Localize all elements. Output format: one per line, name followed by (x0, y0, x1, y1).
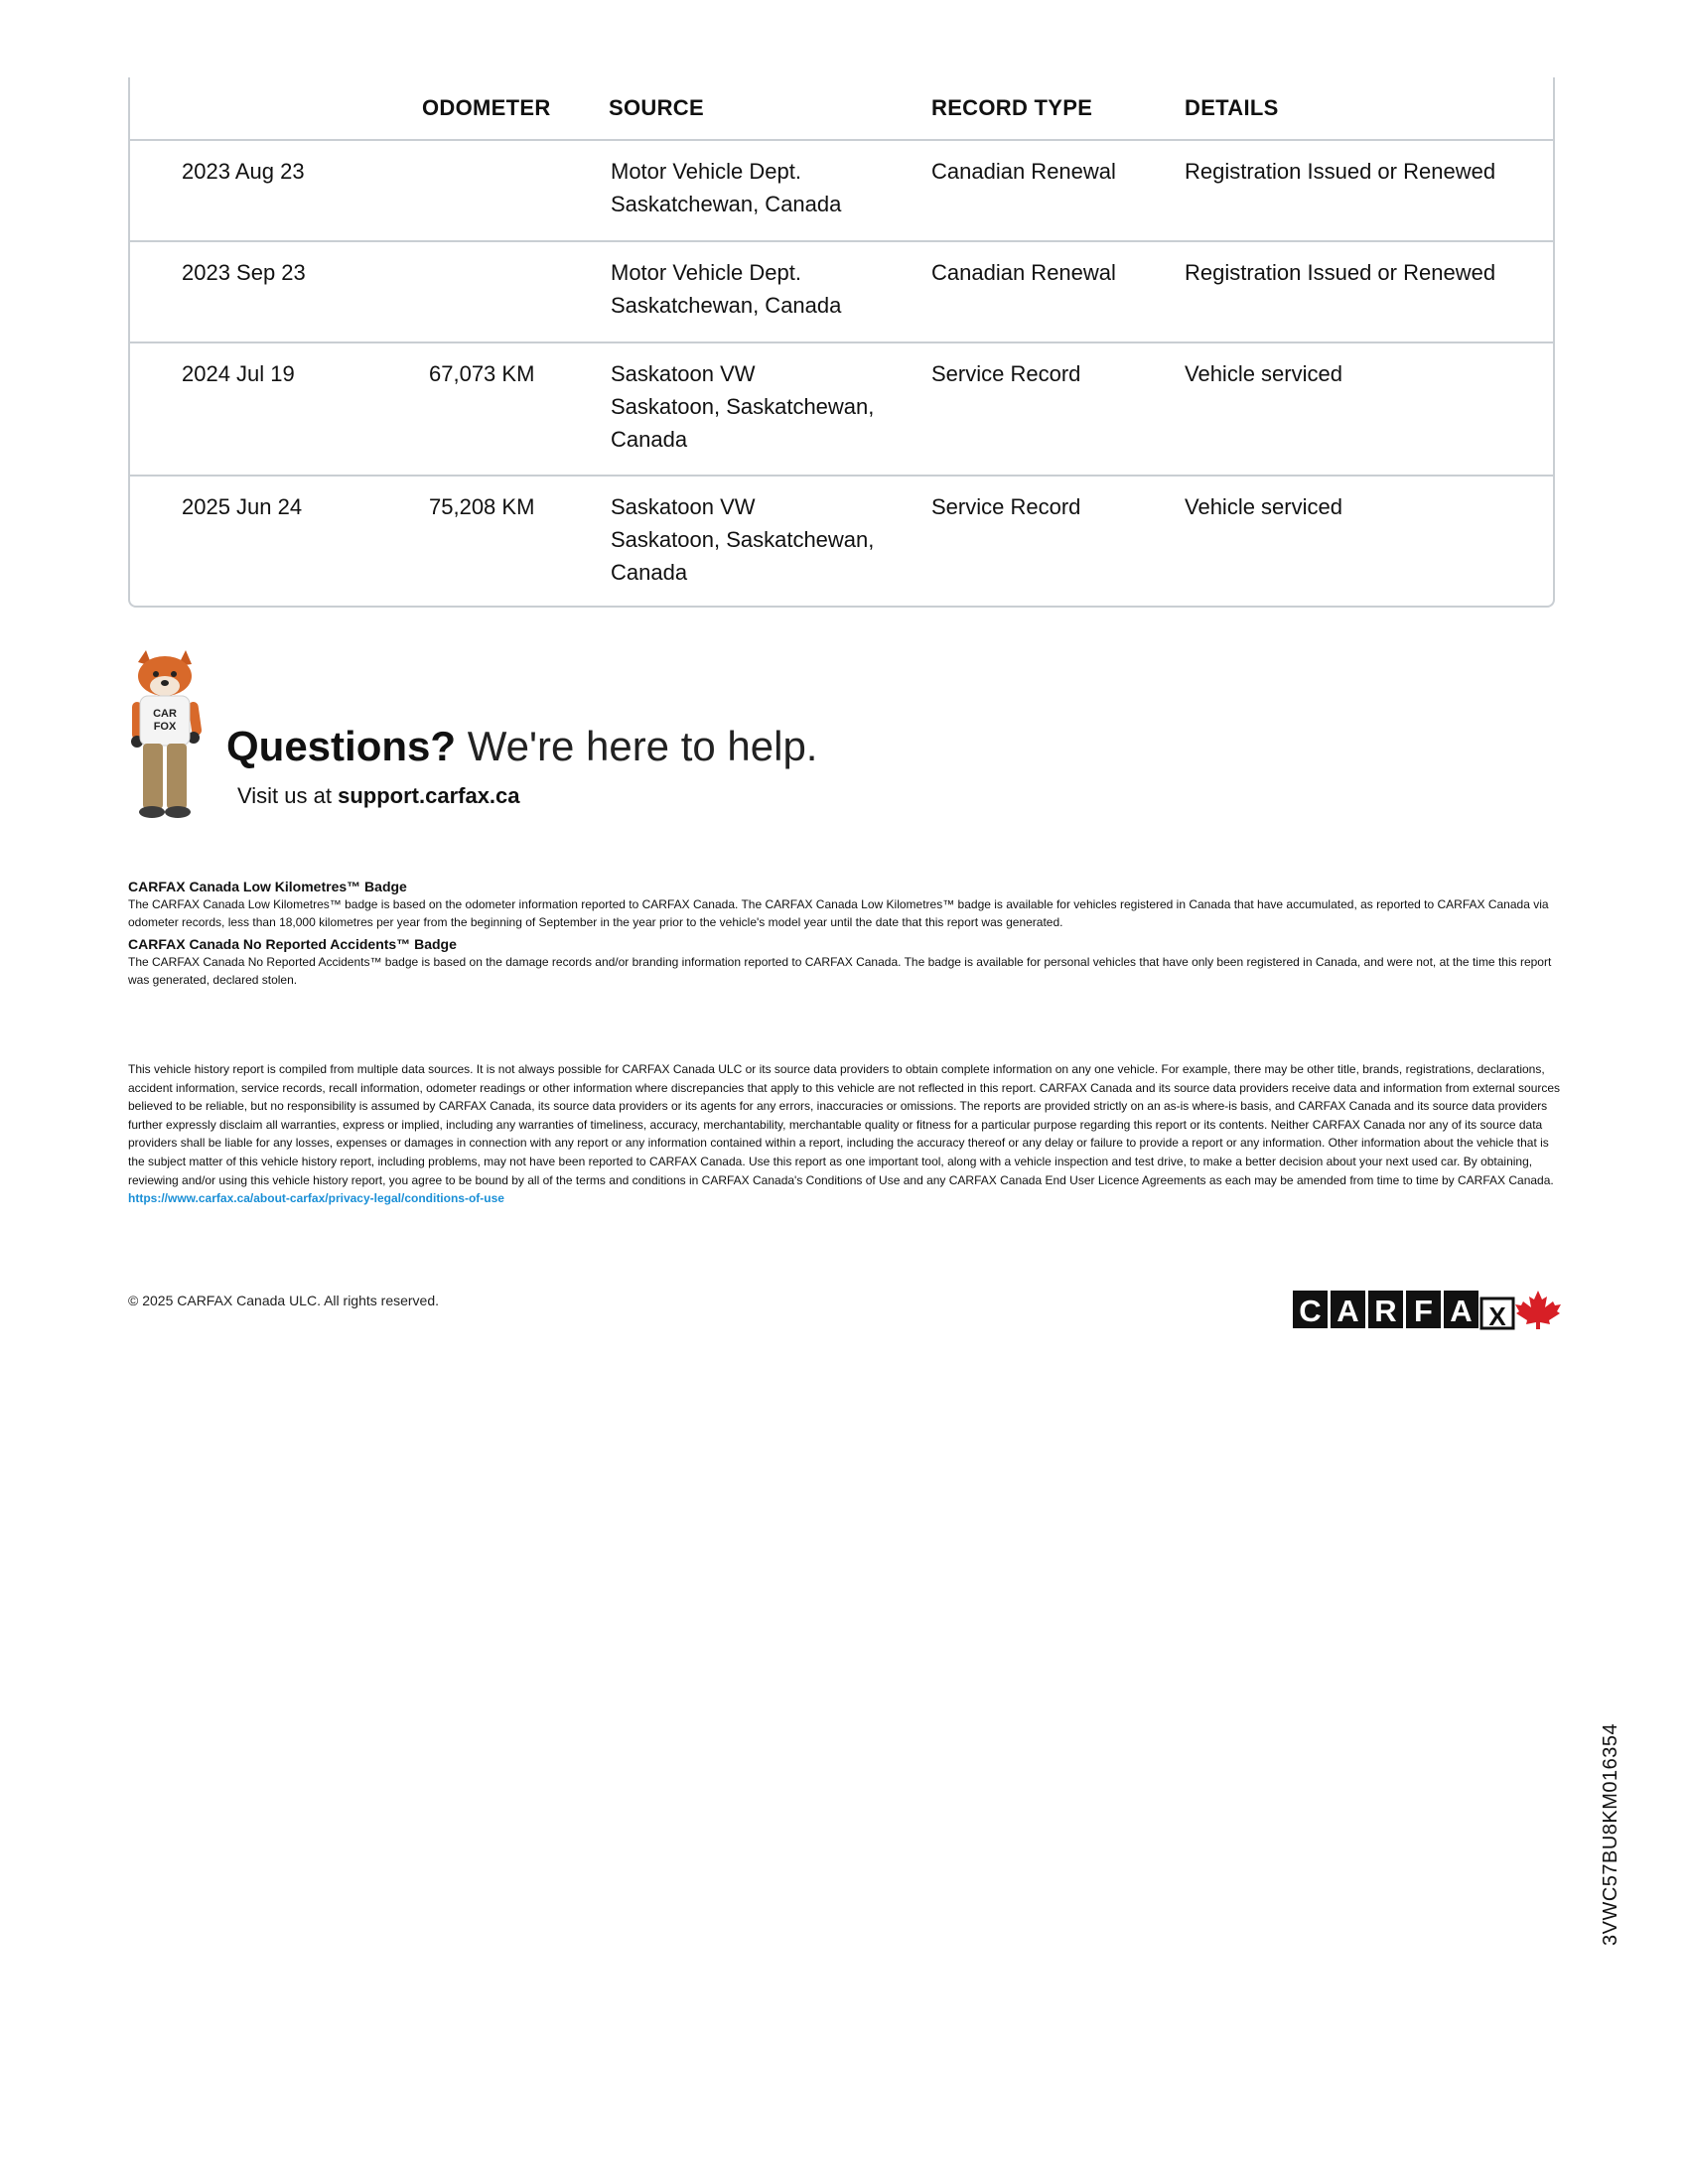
source-line: Saskatoon, Saskatchewan, (611, 394, 875, 419)
conditions-of-use-link[interactable]: https://www.carfax.ca/about-carfax/privacy-legal/conditions-of-use (128, 1191, 504, 1206)
badge-description: The CARFAX Canada Low Kilometres™ badge is based on the odometer information reported to CARFAX Canada. The CARFAX Canada Low Kilometres™ badge is available for vehicles registered in Canada that have accumulated, as reported to CARFAX Canada via odometer records, less than 18,000 kilometres per year from the beginning of September in the year prior to the vehicle's model year until the date that this report was generated. (128, 897, 1549, 929)
carfax-logo (1293, 1289, 1561, 1330)
row-source (611, 155, 909, 220)
help-heading (226, 723, 817, 770)
help-heading-bold: Questions? (226, 723, 457, 769)
svg-text:CAR: CAR (153, 708, 177, 720)
vehicle-history-table (128, 77, 1555, 608)
logo-letter-text: A (1450, 1294, 1473, 1328)
visit-prefix: Visit us at (237, 783, 332, 808)
logo-letter (1481, 1298, 1513, 1330)
logo-letter (1331, 1291, 1365, 1328)
row-date: 2024 Jul 19 (182, 361, 295, 386)
disclaimer-text: This vehicle history report is compiled from multiple data sources. It is not always possible for CARFAX Canada ULC or its source data providers to obtain complete information on any one vehicle. For example, there may be other title, brands, registrations, declarations, accident information, service records, recall information, odometer readings or other information where discrepancies that apply to this vehicle are not reflected in this report. CARFAX Canada and its source data providers receive data and information from external sources believed to be reliable, but no responsibility is assumed by CARFAX Canada, its source data providers or its agents for any errors, inaccuracies or omissions. The reports are provided strictly on an as-is where-is basis, and CARFAX Canada and its source data providers further expressly disclaim all warranties, express or implied, including any warranties of timeliness, accuracy, merchantability, merchantable quality or fitness for a particular purpose regarding this report or its contents. Neither CARFAX Canada nor any of its source data providers shall be liable for any losses, expenses or damages in connection with any report or any information contained within a report, including the accuracy thereof or any delay or failure to provide a report or any information. Other information about the vehicle that is the subject matter of this vehicle history report, including problems, may not have been reported to CARFAX Canada. Use this report as one important tool, along with a vehicle inspection and test drive, to make a better decision about your next used car. By obtaining, reviewing and/or using this vehicle history report, you agree to be bound by all of the terms and conditions in CARFAX Canada's Conditions of Use and any CARFAX Canada End User Licence Agreements as each may be amended from time to time by CARFAX Canada. (128, 1062, 1561, 1187)
row-details: Vehicle serviced (1185, 361, 1342, 386)
row-date: 2023 Aug 23 (182, 159, 305, 184)
source-line: Canada (611, 560, 688, 585)
table-header (130, 77, 1553, 141)
source-line: Saskatchewan, Canada (611, 293, 842, 318)
help-visit-line (237, 783, 520, 809)
header-odometer: ODOMETER (422, 95, 551, 120)
source-line: Motor Vehicle Dept. (611, 260, 801, 285)
copyright-text: © 2025 CARFAX Canada ULC. All rights reserved. (128, 1293, 440, 1308)
row-odometer: 75,208 KM (429, 494, 535, 519)
disclaimer (128, 1060, 1568, 1208)
logo-letter (1406, 1291, 1441, 1328)
row-details: Registration Issued or Renewed (1185, 159, 1496, 184)
row-source (611, 256, 909, 322)
row-source (611, 490, 909, 589)
table-row (130, 475, 1553, 606)
row-record-type: Canadian Renewal (931, 159, 1116, 184)
source-line: Saskatoon VW (611, 361, 756, 386)
help-section (128, 650, 922, 819)
logo-letter (1444, 1291, 1478, 1328)
badge-title: CARFAX Canada No Reported Accidents™ Badge (128, 936, 457, 952)
source-line: Saskatoon, Saskatchewan, (611, 527, 875, 552)
carfox-mascot-icon (128, 650, 203, 819)
logo-letter-text: R (1374, 1294, 1397, 1328)
logo-letter-text: A (1336, 1294, 1359, 1328)
badge-title: CARFAX Canada Low Kilometres™ Badge (128, 879, 407, 894)
row-date: 2023 Sep 23 (182, 260, 306, 285)
row-details: Vehicle serviced (1185, 494, 1342, 519)
source-line: Motor Vehicle Dept. (611, 159, 801, 184)
vin-number: 3VWC57BU8KM016354 (1600, 1722, 1621, 1946)
table-row (130, 139, 1553, 242)
header-source: SOURCE (609, 95, 704, 120)
header-record-type: RECORD TYPE (931, 95, 1093, 120)
help-heading-rest: We're here to help. (467, 723, 818, 769)
logo-letter-text: F (1414, 1294, 1433, 1328)
support-link[interactable]: support.carfax.ca (338, 783, 520, 808)
badge-notes (128, 878, 1558, 993)
logo-letter (1368, 1291, 1403, 1328)
row-date: 2025 Jun 24 (182, 494, 303, 519)
source-line: Saskatoon VW (611, 494, 756, 519)
row-record-type: Canadian Renewal (931, 260, 1116, 285)
logo-letter-text: C (1299, 1294, 1322, 1328)
svg-text:FOX: FOX (153, 721, 177, 733)
logo-letter-text: X (1488, 1301, 1506, 1330)
source-line: Canada (611, 427, 688, 452)
row-record-type: Service Record (931, 494, 1081, 519)
badge-description: The CARFAX Canada No Reported Accidents™ badge is based on the damage records and/or branding information reported to CARFAX Canada. The badge is available for personal vehicles that have only been registered in Canada, and were not, at the time this report was generated, declared stolen. (128, 955, 1552, 987)
table-row (130, 341, 1553, 477)
row-source (611, 357, 909, 456)
row-record-type: Service Record (931, 361, 1081, 386)
header-details: DETAILS (1185, 95, 1279, 120)
row-details: Registration Issued or Renewed (1185, 260, 1496, 285)
row-odometer: 67,073 KM (429, 361, 535, 386)
table-row (130, 240, 1553, 343)
logo-letter (1293, 1291, 1328, 1328)
maple-leaf-icon (1515, 1291, 1561, 1329)
source-line: Saskatchewan, Canada (611, 192, 842, 216)
